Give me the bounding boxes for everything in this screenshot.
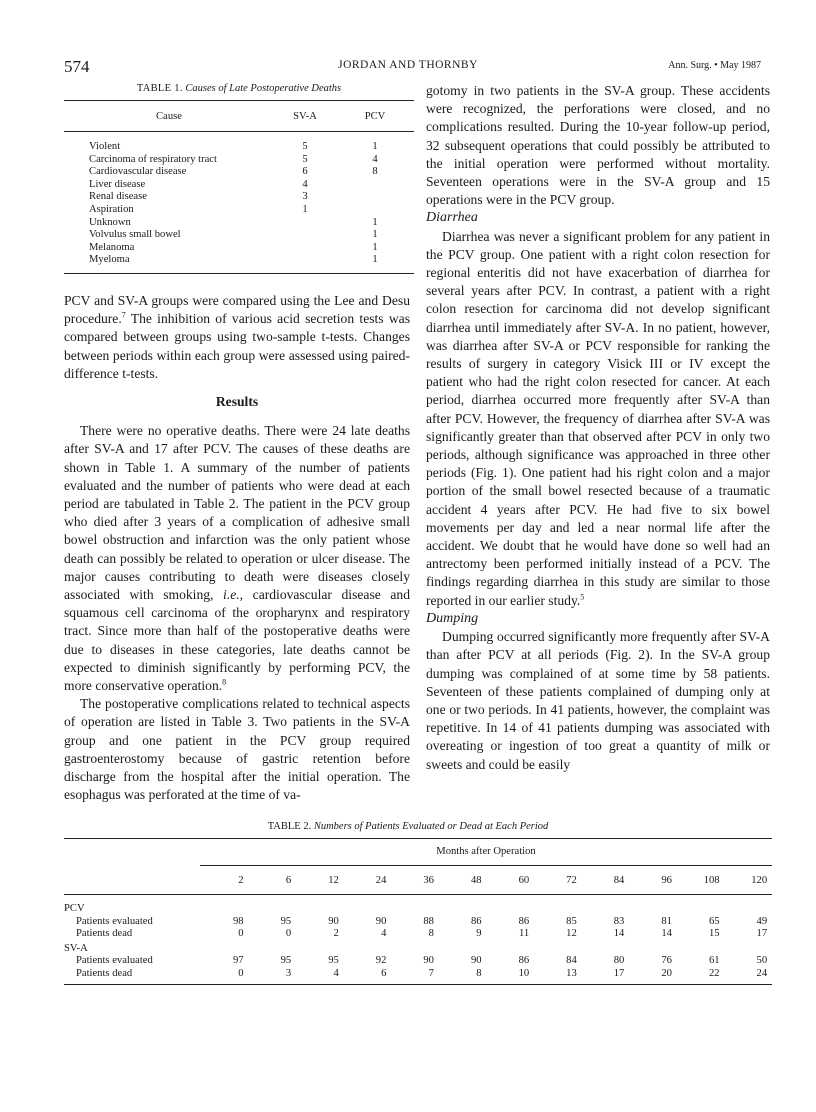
table1-label: TABLE 1.: [136, 83, 183, 94]
table1-col-pcv: PCV: [364, 110, 386, 122]
table2-cell: 88: [423, 915, 434, 927]
table2-cell: 86: [518, 915, 530, 927]
table2-cell: 85: [566, 915, 577, 927]
table2-group-row: [64, 903, 772, 916]
table2-cell: 84: [566, 955, 577, 966]
table1-col-cause: Cause: [156, 110, 182, 122]
table1-cell-cause: Carcinoma of respiratory tract: [89, 153, 217, 165]
table2-body: [64, 895, 772, 985]
table1-cell-pcv: [336, 204, 414, 217]
table1-cell-sva: 4: [302, 178, 308, 190]
table2-month-header: 96: [661, 874, 672, 886]
table2-row-label: Patients evaluated: [76, 955, 153, 966]
table2-cell: 13: [566, 967, 577, 979]
table2-cell: 81: [661, 915, 672, 927]
running-head: JORDAN AND THORNBY: [338, 59, 478, 71]
table2-caption: [0, 821, 816, 832]
table1-cell-pcv: 1: [372, 216, 378, 228]
table2-cell: 20: [661, 967, 672, 979]
table2-cell: 90: [423, 955, 434, 966]
table2-month-header: 108: [703, 874, 720, 886]
table2-cell: 0: [238, 967, 244, 979]
table2-cell: 4: [333, 967, 339, 979]
table2-cell: 90: [470, 955, 482, 966]
table1-cell-pcv: 8: [372, 166, 378, 178]
table1-cell-cause: Aspiration: [89, 203, 134, 215]
table1-cell-cause: Renal disease: [89, 191, 147, 203]
results-heading: Results: [215, 394, 259, 410]
table2-cell: 92: [375, 955, 387, 966]
table2-cell: 76: [661, 955, 672, 966]
table2-cell: 22: [708, 967, 720, 979]
table2-cell: 98: [233, 915, 244, 927]
table2-group-label: SV-A: [64, 942, 88, 954]
table1-cell-cause: Melanoma: [89, 241, 135, 253]
table2-row: [64, 916, 772, 929]
table2-month-header: 36: [423, 874, 434, 886]
table1-cell-cause: Unknown: [89, 216, 131, 228]
table1-row: [64, 166, 414, 179]
table2-row-label: Patients dead: [76, 928, 133, 939]
table1-cell-sva: 1: [302, 203, 308, 215]
table1-cell-sva: 3: [302, 191, 308, 203]
table1-cell-pcv: [336, 191, 414, 204]
results-paragraph-2: The postoperative complications related to technical aspects of operation are listed in Table 3. Two patients in the SV-A group and one patient in the PCV group required gastroenterostomy because of gastric retention before discharge from the hospital after the initial operation. The esophagus was perforated at the time of va-: [64, 696, 410, 803]
table2-group-row: [64, 943, 772, 956]
table2-cell: 95: [328, 955, 339, 966]
table1-row: [64, 154, 414, 167]
table1-row: [64, 191, 414, 204]
table2-month-header: 2: [238, 874, 244, 886]
table2-cell: 24: [756, 967, 768, 979]
table2-cell: 86: [518, 955, 530, 966]
table2-cell: 95: [280, 915, 292, 927]
reference-8: 8: [222, 677, 227, 687]
table2-cell: 80: [613, 955, 625, 966]
reference-5: 5: [580, 592, 585, 602]
table2-cell: 14: [613, 928, 625, 939]
left-column: [64, 292, 410, 804]
table2-cell: 8: [428, 928, 434, 939]
table2-group-label: PCV: [64, 903, 85, 914]
results-paragraph-1: There were no operative deaths. There were 24 late deaths after SV-A and 17 after PCV. The causes of these deaths are shown in Table 1. A summary of the number of patients evaluated and the number of patients who were dead at each period are tabulated in Table 2. The patient in the PCV group who died after 3 years of a complication of adhesive small bowel obstruction and infarction was the only patient whose death can possibly be related to operation or ulcer disease. The major causes contributing to death were diseases closely associated with smoking, i.e., cardiovascular disease and squamous cell carcinoma of the oropharynx and respiratory tract. Since more than half of the postoperative deaths were due to diseases in these categories, late deaths cannot be expected to diminish significantly by performing PCV, the more conservative operation.$^8$: [64, 423, 410, 694]
dumping-heading: Dumping: [426, 610, 479, 626]
table1-row: [64, 141, 414, 154]
table2-month-header: 60: [518, 874, 530, 886]
table1-cell-pcv: 1: [372, 229, 378, 241]
table2-month-header: 120: [751, 874, 768, 886]
table1-cell-sva: [274, 254, 336, 267]
table1-cell-cause: Volvulus small bowel: [89, 229, 181, 241]
table1-row: [64, 217, 414, 230]
reference-7: 7: [121, 310, 126, 320]
table2-cell: 0: [238, 928, 244, 939]
methods-paragraph: PCV and SV-A groups were compared using the Lee and Desu procedure.$^7$ The inhibition of various acid secretion tests was compared between groups using two-sample t-tests. Changes between periods within each group were assessed using paired-difference t-tests.: [64, 293, 410, 381]
table2-cell: 7: [428, 967, 434, 979]
table2-month-header: 72: [566, 874, 577, 886]
table2-row: [64, 968, 772, 981]
journal-citation: Ann. Surg. • May 1987: [668, 60, 761, 71]
table2-cell: 61: [708, 955, 720, 966]
table1-row: [64, 229, 414, 242]
table2-row-label: Patients dead: [76, 967, 133, 979]
table2-label: TABLE 2.: [267, 821, 312, 832]
table1-cell-pcv: 4: [372, 153, 378, 165]
table2-cell: 90: [375, 915, 387, 927]
table1-row: [64, 242, 414, 255]
table1-cell-cause: Myeloma: [89, 254, 130, 266]
table2-row-label: Patients evaluated: [76, 915, 153, 927]
table1-header-row: [64, 101, 414, 132]
table1-title: Causes of Late Postoperative Deaths: [185, 83, 342, 94]
table2-month-header: 6: [285, 874, 292, 886]
table2-cell: 17: [756, 928, 768, 939]
table2-cell: 10: [518, 967, 530, 979]
table2-months-label: Months after Operation: [200, 839, 772, 866]
table2-month-header: 24: [375, 874, 387, 886]
table2-cell: 83: [613, 915, 625, 927]
table1-cell-cause: Liver disease: [89, 178, 146, 190]
table1-cell-sva: 5: [302, 153, 308, 165]
table2-month-header: 48: [470, 874, 482, 886]
table2-month-header: 12: [328, 874, 339, 886]
table1-cell-sva: [274, 229, 336, 242]
table2-header-row: [64, 866, 772, 895]
dumping-paragraph: Dumping occurred significantly more frequently after SV-A than after PCV at all periods (Fig. 2). In the SV-A group dumping was complained of at some time by 58 patients. Seventeen of these patients complained of dumping only at one or two periods. In 41 patients, however, the complaint was repetitive. In 14 of 41 patients dumping was associated with overeating or ingestion of too great a quantity of milk or sweets and could be easily: [426, 629, 770, 772]
table1-cell-sva: 6: [302, 166, 308, 178]
table2-title: Numbers of Patients Evaluated or Dead at Each Period: [313, 821, 549, 832]
table2-cell: 50: [756, 955, 768, 966]
table2-cell: 9: [476, 928, 482, 939]
table2: [64, 838, 772, 985]
table2-cell: 95: [280, 955, 292, 966]
table1-caption: [64, 83, 414, 94]
table1-cell-sva: [274, 217, 336, 230]
table1-cell-pcv: 1: [372, 141, 378, 152]
table1-cell-pcv: 1: [372, 241, 378, 253]
page-number: 574: [64, 57, 90, 76]
table1-col-sva: SV-A: [293, 110, 317, 122]
table2-cell: 0: [285, 928, 292, 939]
table2-cell: 6: [381, 967, 387, 979]
table2-cell: 4: [381, 928, 387, 939]
diarrhea-paragraph: Diarrhea was never a significant problem for any patient in the PCV group. One patient with a right colon resection for regional enteritis did not have exacerbation of diarrhea for several years after PCV. In contrast, a patient with a right colon resection for carcinoma did not develop significant diarrhea until immediately after SV-A. In no patient, however, was diarrhea after SV-A or PCV responsible for ranking the results of surgery in category Visick III or IV except the patient who had the right colon resected for cancer. At each period, diarrhea occurred more frequently after SV-A than after PCV. However, the frequency of diarrhea after SV-A was significantly greater than that observed after PCV in only two periods, although significance was approached in three other periods (Fig. 1). One patient had his right colon and a major portion of the small bowel resected because of a traumatic accident 4 years after PCV. He had five to six bowel movements per day and led a near normal life after the accident. We doubt that he would have done so well had an antrectomy been performed initially instead of a PCV. The findings regarding diarrhea in this study are similar to those reported in our earlier study.$^5$: [426, 228, 770, 608]
table1-row: [64, 254, 414, 267]
table2-cell: 65: [708, 915, 720, 927]
table2-month-header: 84: [613, 874, 625, 886]
table1-cell-pcv: [336, 179, 414, 192]
diarrhea-heading: Diarrhea: [426, 210, 478, 226]
table1-cell-cause: Cardiovascular disease: [89, 166, 187, 178]
table1: [64, 100, 414, 274]
table2-cell: 2: [333, 928, 339, 939]
table1-row: [64, 179, 414, 192]
table2-cell: 90: [328, 915, 339, 927]
table2-cell: 15: [708, 928, 720, 939]
table1-cell-cause: Violent: [89, 141, 121, 152]
table1-row: [64, 204, 414, 217]
table2-cell: 86: [470, 915, 482, 927]
table2-row: [64, 928, 772, 941]
table1-cell-pcv: 1: [372, 254, 378, 266]
table2-cell: 8: [476, 967, 482, 979]
table2-cell: 11: [518, 928, 530, 939]
table2-cell: 3: [285, 967, 292, 979]
table2-cell: 97: [233, 955, 244, 966]
continued-paragraph: gotomy in two patients in the SV-A group. These accidents were recognized, the perforations were closed, and no complications resulted. During the 10-year follow-up period, 32 subsequent operations that could possibly be attributed to the initial operation were performed without mortality. Seventeen operations were in the SV-A group and 15 operations were in the PCV group.: [426, 83, 770, 208]
table2-cell: 17: [613, 967, 625, 979]
table2-cell: 14: [661, 928, 672, 939]
right-column: [426, 82, 770, 774]
table1-cell-sva: 5: [302, 141, 308, 152]
table2-cell: 49: [756, 915, 768, 927]
table1-cell-sva: [274, 242, 336, 255]
table1-body: [64, 132, 414, 274]
table2-cell: 12: [566, 928, 577, 939]
table2-row: [64, 955, 772, 968]
